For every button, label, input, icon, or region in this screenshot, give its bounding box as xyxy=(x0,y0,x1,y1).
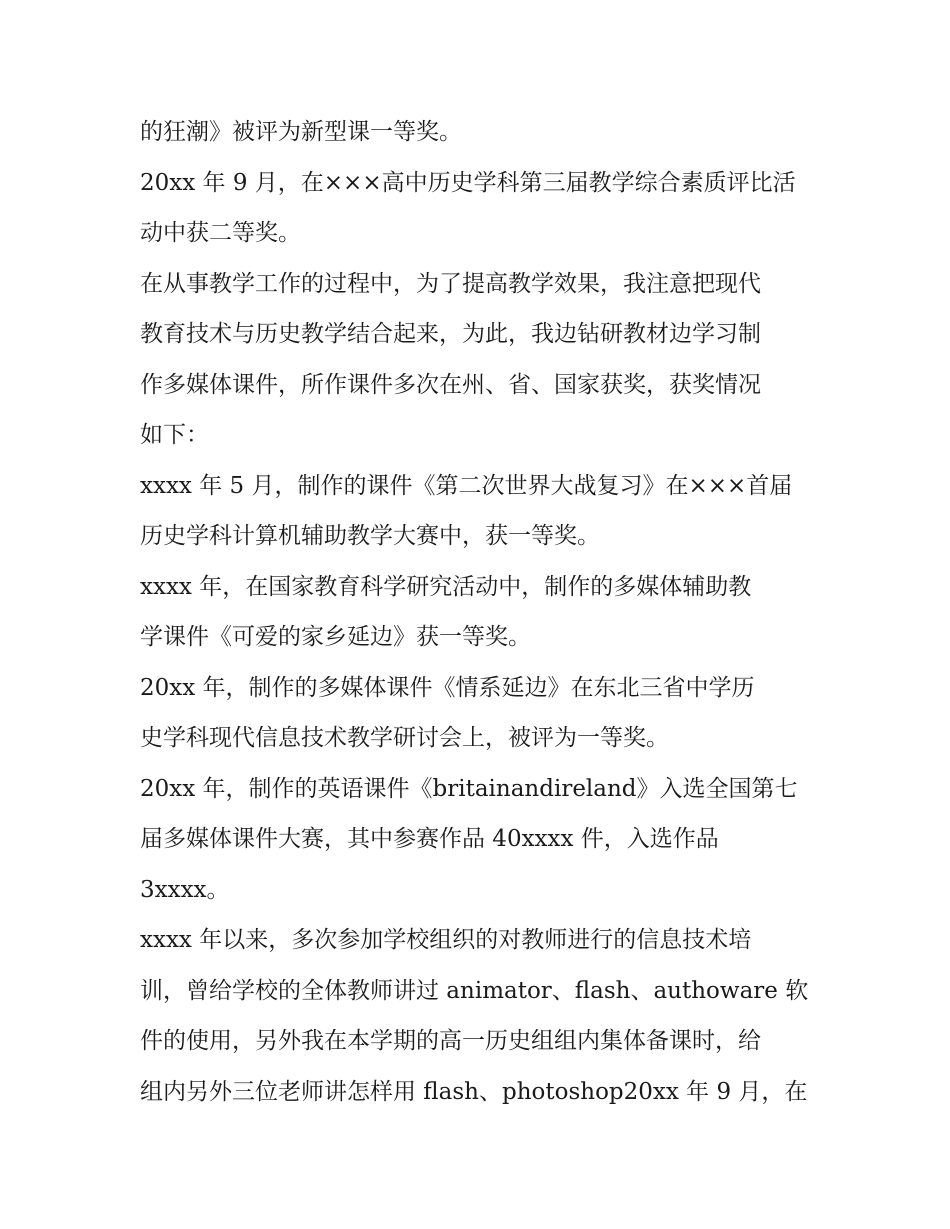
text-line: 在从事教学工作的过程中，为了提高教学效果，我注意把现代 xyxy=(140,270,761,297)
text-line: 20xx 年，制作的多媒体课件《情系延边》在东北三省中学历 xyxy=(140,674,755,701)
text-line: 学课件《可爱的家乡延边》获一等奖。 xyxy=(140,624,531,650)
text-line: 动中获二等奖。 xyxy=(140,220,301,246)
text-line: 届多媒体课件大赛，其中参赛作品 40xxxx 件，入选作品 xyxy=(140,826,719,852)
text-line: xxxx 年 5 月，制作的课件《第二次世界大战复习》在×××首届 xyxy=(140,472,793,499)
text-line: xxxx 年，在国家教育科学研究活动中，制作的多媒体辅助教 xyxy=(140,573,752,600)
text-line: 作多媒体课件，所作课件多次在州、省、国家获奖，获奖情况 xyxy=(140,371,761,398)
text-line: 如下： xyxy=(140,422,209,448)
text-line: 教育技术与历史教学结合起来，为此，我边钻研教材边学习制 xyxy=(140,321,761,347)
text-line: 20xx 年，制作的英语课件《britainandireland》入选全国第七 xyxy=(140,775,798,802)
document-body xyxy=(140,107,820,1117)
text-line: xxxx 年以来，多次参加学校组织的对教师进行的信息技术培 xyxy=(140,927,752,953)
text-line: 组内另外三位老师讲怎样用 flash、photoshop20xx 年 9 月，在 xyxy=(140,1078,808,1105)
text-line: 件的使用，另外我在本学期的高一历史组组内集体备课时，给 xyxy=(140,1028,761,1054)
text-line: 的狂潮》被评为新型课一等奖。 xyxy=(140,119,462,145)
text-line: 3xxxx。 xyxy=(140,876,230,903)
text-line: 史学科现代信息技术教学研讨会上，被评为一等奖。 xyxy=(140,725,669,751)
text-line: 训，曾给学校的全体教师讲过 animator、flash、authoware 软 xyxy=(140,977,809,1004)
text-line: 历史学科计算机辅助教学大赛中，获一等奖。 xyxy=(140,523,600,549)
text-line: 20xx 年 9 月，在×××高中历史学科第三届教学综合素质评比活 xyxy=(140,169,796,196)
